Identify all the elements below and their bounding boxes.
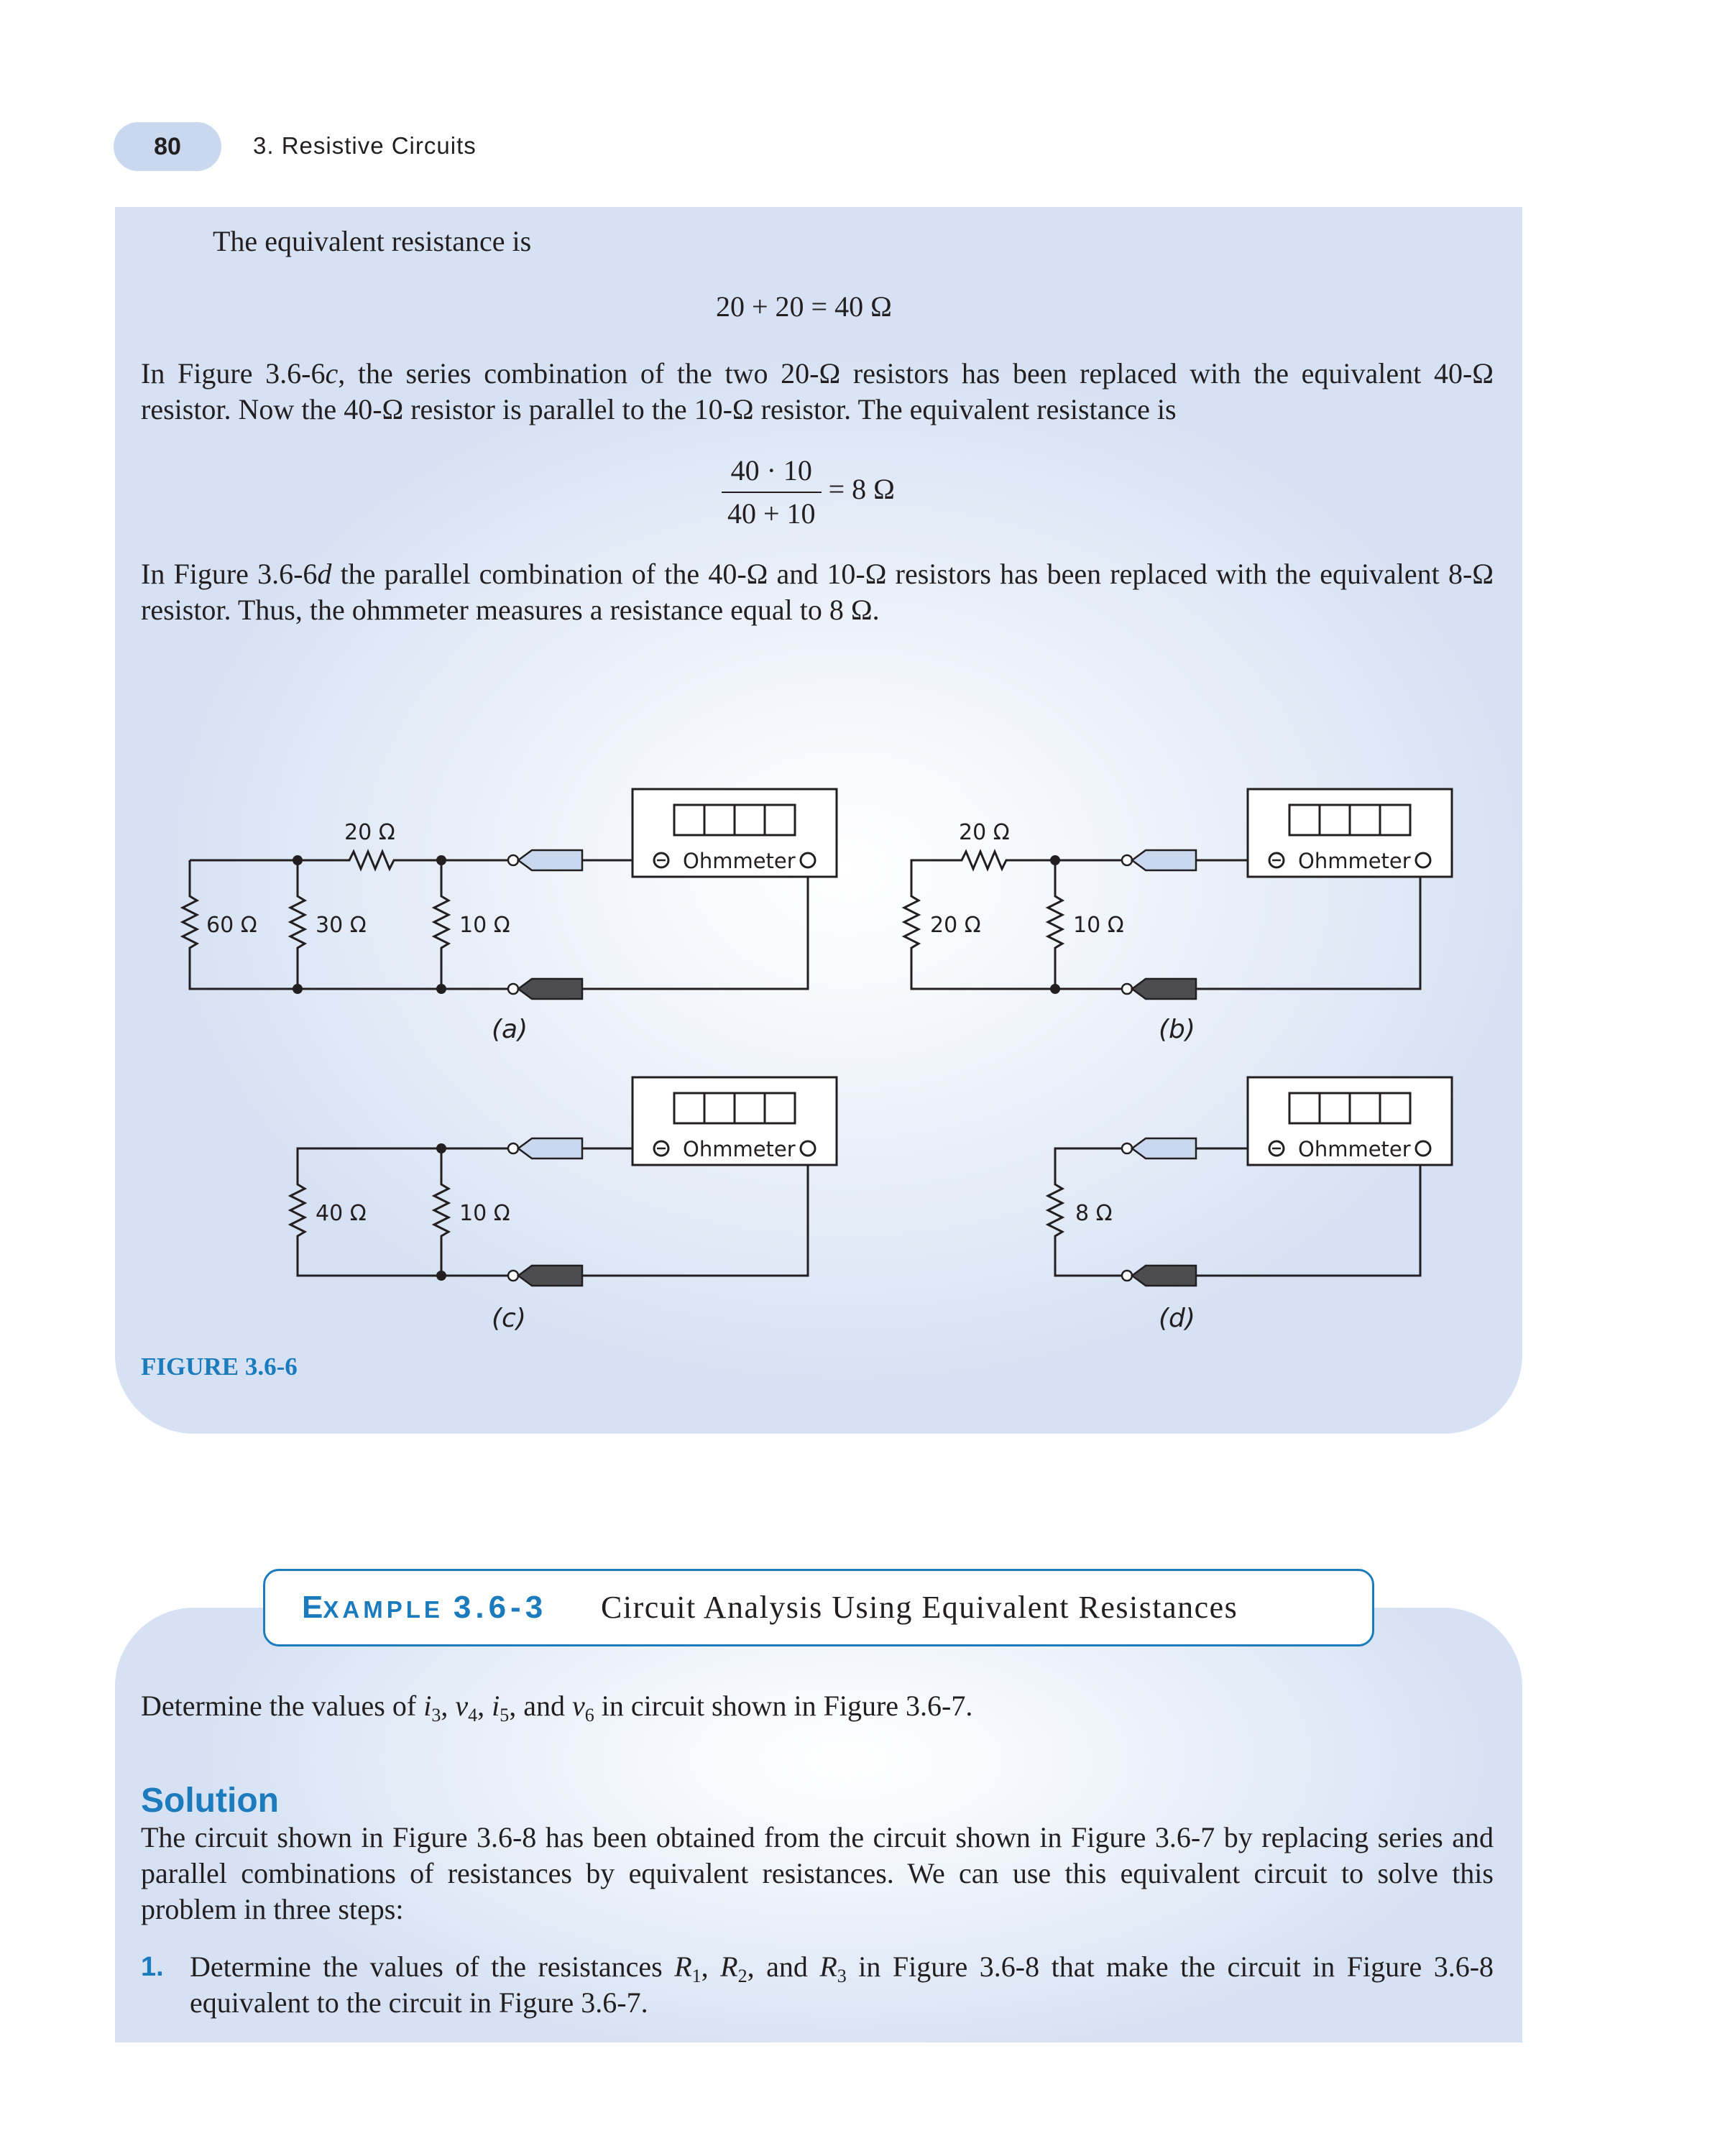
panel-label-c: (c)	[492, 1304, 526, 1333]
resistor-label: 10 Ω	[459, 1201, 510, 1226]
resistor-label: 40 Ω	[316, 1201, 367, 1226]
resistor-label: 10 Ω	[459, 913, 510, 938]
ohmmeter-label: Ohmmeter	[1298, 849, 1411, 873]
resistor-20-shunt	[904, 886, 919, 958]
resistor-label: 20 Ω	[930, 913, 981, 938]
probe-negative	[508, 979, 582, 999]
node-dot	[436, 1271, 446, 1281]
panel-label-b: (b)	[1159, 1015, 1195, 1044]
probe-negative	[1122, 1266, 1196, 1286]
resistor-label: 10 Ω	[1073, 913, 1124, 938]
resistor-8	[1048, 1174, 1062, 1246]
resistor-10	[434, 886, 448, 958]
running-head: 3. Resistive Circuits	[253, 132, 477, 159]
resistor-20	[339, 852, 404, 869]
panel-label-a: (a)	[492, 1015, 528, 1044]
resistor-label: 20 Ω	[959, 820, 1010, 845]
ohmmeter-label: Ohmmeter	[683, 1137, 796, 1161]
resistor-60	[183, 886, 197, 958]
resistor-40	[290, 1174, 305, 1246]
node-dot	[436, 984, 446, 994]
probe-negative	[508, 1266, 582, 1286]
page-number: 80	[154, 133, 181, 160]
resistor-10	[434, 1174, 448, 1246]
probe-positive	[1122, 850, 1196, 870]
resistor-label: 20 Ω	[344, 820, 395, 845]
resistor-label: 8 Ω	[1075, 1201, 1113, 1226]
node-dot	[293, 855, 303, 865]
equation-series: 20 + 20 = 40 Ω	[716, 290, 892, 323]
probe-positive	[508, 1138, 582, 1158]
resistor-30	[290, 886, 305, 958]
step-1-text: Determine the values of the resistances $R_1$, $R_2$, and $R_3$ in Figure 3.6-8 that make the circuit in Figure 3.6-8 equivalent to the circuit in Figure 3.6-7.	[190, 1950, 1494, 2019]
resistor-label: 60 Ω	[206, 913, 257, 938]
resistor-20-series	[952, 852, 1016, 869]
example-title: Circuit Analysis Using Equivalent Resistances	[601, 1590, 1238, 1625]
example-label: EXAMPLE 3.6-3	[302, 1590, 548, 1625]
figure-caption: FIGURE 3.6-6	[141, 1353, 298, 1381]
ohmmeter-label: Ohmmeter	[1298, 1137, 1411, 1161]
probe-positive	[508, 850, 582, 870]
resistor-10	[1048, 886, 1062, 958]
panel-label-d: (d)	[1159, 1304, 1195, 1333]
solution-text: The circuit shown in Figure 3.6-8 has been obtained from the circuit shown in Figure 3.6-7 by replacing series and parallel combinations of resistances by equivalent resistances. We can use this equivalent circuit to solve this problem in three steps:	[141, 1821, 1494, 1925]
solution-heading: Solution	[141, 1782, 279, 1820]
probe-negative	[1122, 979, 1196, 999]
node-dot	[293, 984, 303, 994]
step-number: 1.	[141, 1952, 164, 1982]
paragraph-parallel: In Figure 3.6-6d the parallel combination of the 40-Ω and 10-Ω resistors has been replaced with the equivalent 8-Ω resistor. Thus, the ohmmeter measures a resistance equal to 8 Ω.	[141, 558, 1494, 626]
ohmmeter-label: Ohmmeter	[683, 849, 796, 873]
example-problem: Determine the values of $i_3$, $v_4$, $i_5$, and $v_6$ in circuit shown in Figure 3.6-7.	[141, 1690, 973, 1726]
resistor-label: 30 Ω	[316, 913, 367, 938]
node-dot	[436, 855, 446, 865]
node-dot	[1050, 984, 1060, 994]
circuit-panel-b	[911, 860, 1420, 989]
node-dot	[1050, 855, 1060, 865]
circuit-panel-c	[298, 1148, 808, 1276]
probe-positive	[1122, 1138, 1196, 1158]
node-dot	[436, 1143, 446, 1153]
equation-parallel: $\frac{40 \cdot 10}{40 + 10}$ = 8 Ω	[722, 453, 895, 532]
paragraph-series: In Figure 3.6-6c, the series combination of the two 20-Ω resistors has been replaced with the equivalent 40-Ω resistor. Now the 40-Ω resistor is parallel to the 10-Ω resistor. The equivalent resistance is	[141, 357, 1494, 425]
intro-line: The equivalent resistance is	[213, 225, 532, 257]
